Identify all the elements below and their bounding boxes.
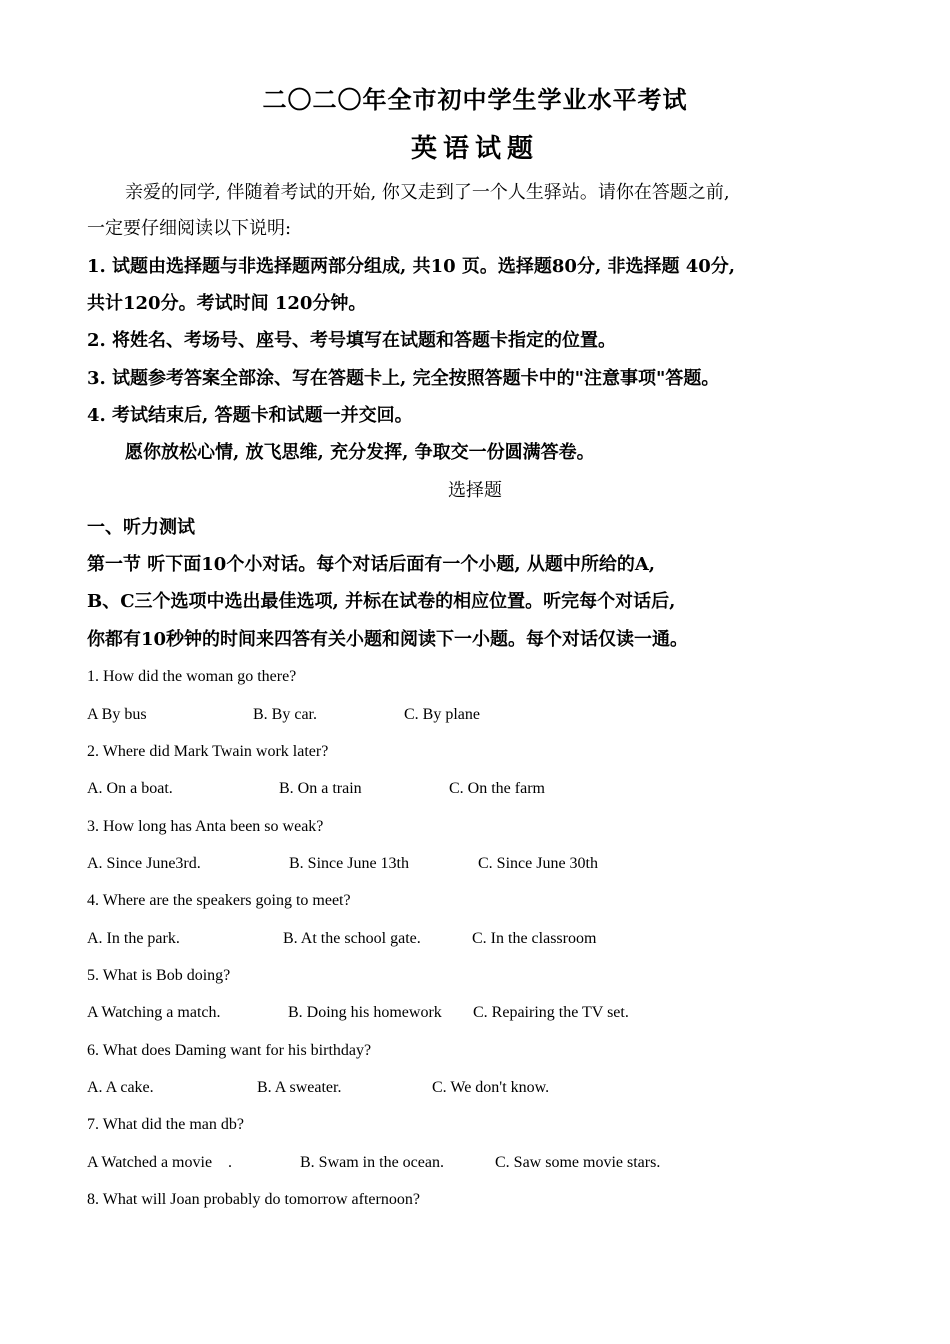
intro-greeting-line2: 一定要仔细阅读以下说明: bbox=[87, 218, 292, 239]
question-6-option-c: C. We don't know. bbox=[432, 1079, 550, 1096]
question-8: 8. What will Joan probably do tomorrow afternoon? bbox=[87, 1191, 420, 1208]
question-4-option-a: A. In the park. bbox=[87, 930, 180, 947]
question-5-option-c: C. Repairing the TV set. bbox=[473, 1004, 629, 1021]
question-6-option-a: A. A cake. bbox=[87, 1079, 154, 1096]
rule-1-line2: 共计120分。考试时间 120分钟。 bbox=[87, 293, 367, 314]
question-2: 2. Where did Mark Twain work later? bbox=[87, 743, 329, 760]
intro-greeting-line1: 亲爱的同学, 伴随着考试的开始, 你又走到了一个人生驿站。请你在答题之前, bbox=[125, 182, 730, 203]
question-5-option-a: A Watching a match. bbox=[87, 1004, 221, 1021]
section-heading: 选择题 bbox=[448, 480, 502, 501]
question-2-option-c: C. On the farm bbox=[449, 780, 545, 797]
question-6: 6. What does Daming want for his birthday? bbox=[87, 1042, 372, 1059]
exam-subtitle: 英语试题 bbox=[410, 134, 539, 164]
question-7-option-b: B. Swam in the ocean. bbox=[300, 1154, 444, 1171]
section-instruction-line3: 你都有10秒钟的时间来四答有关小题和阅读下一小题。每个对话仅读一通。 bbox=[87, 629, 689, 650]
question-1: 1. How did the woman go there? bbox=[87, 668, 297, 685]
question-2-option-b: B. On a train bbox=[279, 780, 362, 797]
question-4: 4. Where are the speakers going to meet? bbox=[87, 892, 351, 909]
section-instruction-line1: 第一节 听下面10个小对话。每个对话后面有一个小题, 从题中所给的A, bbox=[87, 554, 656, 575]
question-3: 3. How long has Anta been so weak? bbox=[87, 818, 324, 835]
question-1-option-b: B. By car. bbox=[253, 706, 317, 723]
rule-4: 4. 考试结束后, 答题卡和试题一并交回。 bbox=[87, 405, 413, 426]
question-2-option-a: A. On a boat. bbox=[87, 780, 173, 797]
question-1-option-c: C. By plane bbox=[404, 706, 480, 723]
question-4-option-c: C. In the classroom bbox=[472, 930, 597, 947]
question-3-option-c: C. Since June 30th bbox=[478, 855, 598, 872]
part-heading: 一、听力测试 bbox=[87, 517, 195, 538]
question-7-option-a: A Watched a movie . bbox=[87, 1154, 233, 1171]
question-6-option-b: B. A sweater. bbox=[257, 1079, 342, 1096]
intro-wish: 愿你放松心情, 放飞思维, 充分发挥, 争取交一份圆满答卷。 bbox=[125, 442, 595, 463]
question-1-option-a: A By bus bbox=[87, 706, 147, 723]
rule-1-line1: 1. 试题由选择题与非选择题两部分组成, 共10 页。选择题80分, 非选择题 40分, bbox=[87, 256, 736, 277]
exam-title: 二〇二〇年全市初中学生学业水平考试 bbox=[262, 85, 688, 114]
question-7: 7. What did the man db? bbox=[87, 1116, 244, 1133]
question-3-option-b: B. Since June 13th bbox=[289, 855, 409, 872]
section-instruction-line2: B、C三个选项中选出最佳选项, 并标在试卷的相应位置。听完每个对话后, bbox=[87, 591, 676, 612]
rule-2: 2. 将姓名、考场号、座号、考号填写在试题和答题卡指定的位置。 bbox=[87, 330, 617, 351]
question-5: 5. What is Bob doing? bbox=[87, 967, 231, 984]
question-5-option-b: B. Doing his homework bbox=[288, 1004, 442, 1021]
question-3-option-a: A. Since June3rd. bbox=[87, 855, 201, 872]
question-4-option-b: B. At the school gate. bbox=[283, 930, 421, 947]
rule-3: 3. 试题参考答案全部涂、写在答题卡上, 完全按照答题卡中的"注意事项"答题。 bbox=[87, 368, 720, 389]
question-7-option-c: C. Saw some movie stars. bbox=[495, 1154, 661, 1171]
